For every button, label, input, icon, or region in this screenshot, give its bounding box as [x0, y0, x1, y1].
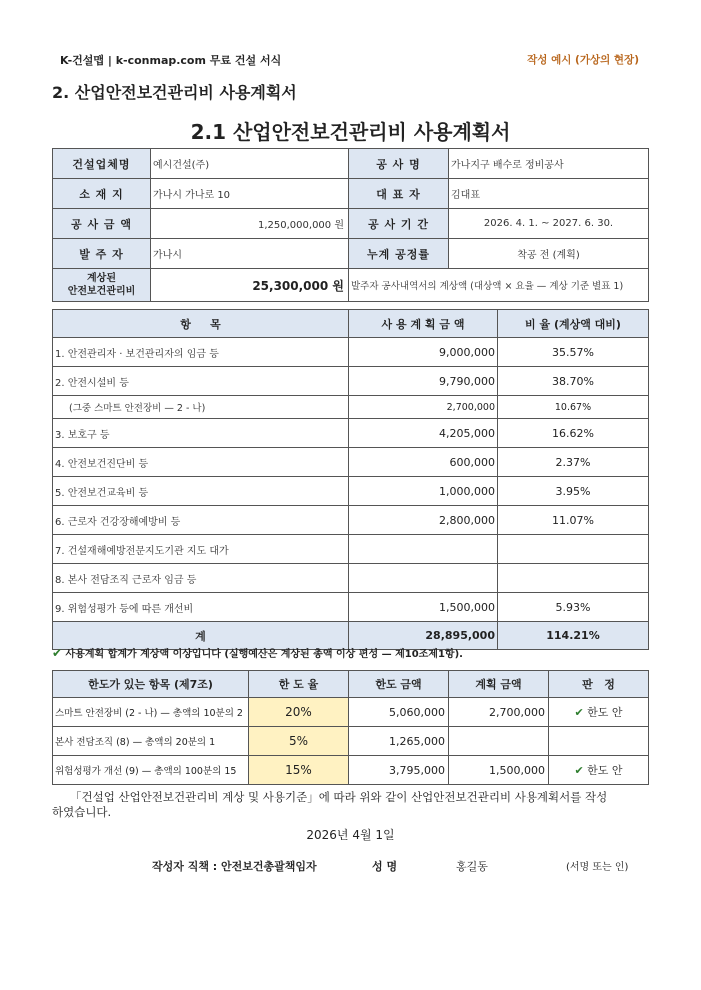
company-label: 건설업체명	[53, 149, 151, 179]
judgement-text: 한도 안	[587, 706, 623, 719]
table-row	[53, 756, 649, 785]
item-amount: 1,000,000	[349, 477, 498, 506]
total-amount: 28,895,000	[349, 622, 498, 650]
table-row	[53, 727, 649, 756]
item-name: 8. 본사 전담조직 근로자 임금 등	[53, 564, 349, 593]
section-title: 2. 산업안전보건관리비 사용계획서	[52, 83, 297, 102]
signature-note: (서명 또는 인)	[566, 862, 629, 873]
plan-amount: 2,700,000	[449, 698, 549, 727]
item-ratio: 35.57%	[498, 338, 649, 367]
signer-title: 작성자 직책 : 안전보건총괄책임자	[152, 860, 317, 873]
project-value: 가나지구 배수로 정비공사	[449, 149, 649, 179]
table-row	[53, 477, 649, 506]
client-value: 가나시	[151, 239, 349, 269]
table-header-row	[53, 671, 649, 698]
project-label: 공 사 명	[349, 149, 449, 179]
amount-value: 1,250,000,000 원	[151, 209, 349, 239]
table-row	[53, 535, 649, 564]
total-label: 계	[53, 622, 349, 650]
col-ratio-header: 비 율 (계상액 대비)	[498, 310, 649, 338]
item-ratio: 5.93%	[498, 593, 649, 622]
plan-amount	[449, 727, 549, 756]
check-icon: ✔	[52, 646, 63, 660]
item-ratio	[498, 564, 649, 593]
sufficiency-note-text: 사용계획 합계가 계상액 이상입니다 (실행예산은 계상된 총액 이상 편성 — 제10조제1항).	[65, 649, 463, 660]
table-header-row	[53, 310, 649, 338]
check-icon: ✔	[574, 764, 584, 777]
company-value: 예시건설(주)	[151, 149, 349, 179]
check-icon: ✔	[574, 706, 584, 719]
example-badge: 작성 예시 (가상의 현장)	[527, 54, 639, 66]
item-amount: 600,000	[349, 448, 498, 477]
progress-value: 착공 전 (계획)	[449, 239, 649, 269]
item-ratio: 16.62%	[498, 419, 649, 448]
period-value: 2026. 4. 1. ~ 2027. 6. 30.	[449, 209, 649, 239]
col-limit-rate-header: 한 도 율	[249, 671, 349, 698]
judgement	[549, 727, 649, 756]
item-amount: 9,790,000	[349, 367, 498, 396]
plan-amount: 1,500,000	[449, 756, 549, 785]
item-name: 5. 안전보건교육비 등	[53, 477, 349, 506]
ceo-label: 대 표 자	[349, 179, 449, 209]
judgement-text: 한도 안	[587, 764, 623, 777]
col-limit-item-header: 한도가 있는 항목 (제7조)	[53, 671, 249, 698]
total-ratio: 114.21%	[498, 622, 649, 650]
item-ratio: 3.95%	[498, 477, 649, 506]
page-header	[60, 52, 639, 70]
table-row	[53, 338, 649, 367]
item-name: 3. 보호구 등	[53, 419, 349, 448]
info-row	[53, 209, 649, 239]
amount-label: 공 사 금 액	[53, 209, 151, 239]
address-value: 가나시 가나로 10	[151, 179, 349, 209]
table-row	[53, 448, 649, 477]
table-subrow	[53, 396, 649, 419]
progress-label: 누계 공정률	[349, 239, 449, 269]
signer-name: 홍길동	[456, 860, 488, 873]
usage-plan-table	[52, 309, 649, 650]
limit-item: 본사 전담조직 (8) — 총액의 20분의 1	[53, 727, 249, 756]
col-judge-header: 판 정	[549, 671, 649, 698]
item-name: 7. 건설재해예방전문지도기관 지도 대가	[53, 535, 349, 564]
project-info-table	[52, 148, 649, 302]
item-ratio: 2.37%	[498, 448, 649, 477]
info-row	[53, 179, 649, 209]
signer-name-label: 성 명	[372, 860, 398, 873]
item-name: 1. 안전관리자 · 보건관리자의 임금 등	[53, 338, 349, 367]
limit-rate: 20%	[249, 698, 349, 727]
limit-item: 스마트 안전장비 (2 - 나) — 총액의 10분의 2	[53, 698, 249, 727]
calc-label-line1: 계상된	[87, 273, 116, 284]
item-amount	[349, 535, 498, 564]
col-plan-amount-header: 계획 금액	[449, 671, 549, 698]
item-amount: 9,000,000	[349, 338, 498, 367]
judgement	[549, 756, 649, 785]
calc-label-line2: 안전보건관리비	[67, 286, 136, 297]
item-amount: 2,800,000	[349, 506, 498, 535]
limit-rate: 5%	[249, 727, 349, 756]
client-label: 발 주 자	[53, 239, 151, 269]
document-title: 2.1 산업안전보건관리비 사용계획서	[190, 120, 511, 144]
item-amount: 2,700,000	[349, 396, 498, 419]
limit-amount: 5,060,000	[349, 698, 449, 727]
info-row	[53, 239, 649, 269]
judgement	[549, 698, 649, 727]
table-row	[53, 367, 649, 396]
table-row	[53, 593, 649, 622]
calc-label	[53, 269, 151, 302]
item-amount: 1,500,000	[349, 593, 498, 622]
ceo-value: 김대표	[449, 179, 649, 209]
item-amount: 4,205,000	[349, 419, 498, 448]
limit-amount: 1,265,000	[349, 727, 449, 756]
item-name: (그중 스마트 안전장비 — 2 - 나)	[53, 396, 349, 419]
table-row	[53, 564, 649, 593]
site-label: K-건설맵 | k-conmap.com 무료 건설 서식	[60, 54, 282, 67]
item-name: 6. 근로자 건강장해예방비 등	[53, 506, 349, 535]
item-name: 4. 안전보건진단비 등	[53, 448, 349, 477]
info-row	[53, 149, 649, 179]
document-date: 2026년 4월 1일	[306, 828, 395, 842]
item-amount	[349, 564, 498, 593]
limit-amount: 3,795,000	[349, 756, 449, 785]
item-ratio: 11.07%	[498, 506, 649, 535]
item-ratio: 38.70%	[498, 367, 649, 396]
col-limit-amount-header: 한도 금액	[349, 671, 449, 698]
sufficiency-note	[52, 645, 463, 660]
calc-amount: 25,300,000 원	[151, 269, 349, 302]
address-label: 소 재 지	[53, 179, 151, 209]
item-name: 9. 위험성평가 등에 따른 개선비	[53, 593, 349, 622]
item-name: 2. 안전시설비 등	[53, 367, 349, 396]
limit-item: 위험성평가 개선 (9) — 총액의 100분의 15	[53, 756, 249, 785]
table-row	[53, 698, 649, 727]
calc-note: 발주자 공사내역서의 계상액 (대상액 × 요율 — 계상 기준 별표 1)	[349, 269, 649, 302]
closing-statement: 「건설업 산업안전보건관리비 계상 및 사용기준」에 따라 위와 같이 산업안전보건관리비 사용계획서를 작성하였습니다.	[52, 790, 608, 819]
table-row	[53, 419, 649, 448]
col-amount-header: 사 용 계 획 금 액	[349, 310, 498, 338]
table-row	[53, 506, 649, 535]
limit-rate: 15%	[249, 756, 349, 785]
col-item-header: 항 목	[53, 310, 349, 338]
info-row	[53, 269, 649, 302]
item-ratio	[498, 535, 649, 564]
item-ratio: 10.67%	[498, 396, 649, 419]
limit-items-table	[52, 670, 649, 785]
period-label: 공 사 기 간	[349, 209, 449, 239]
